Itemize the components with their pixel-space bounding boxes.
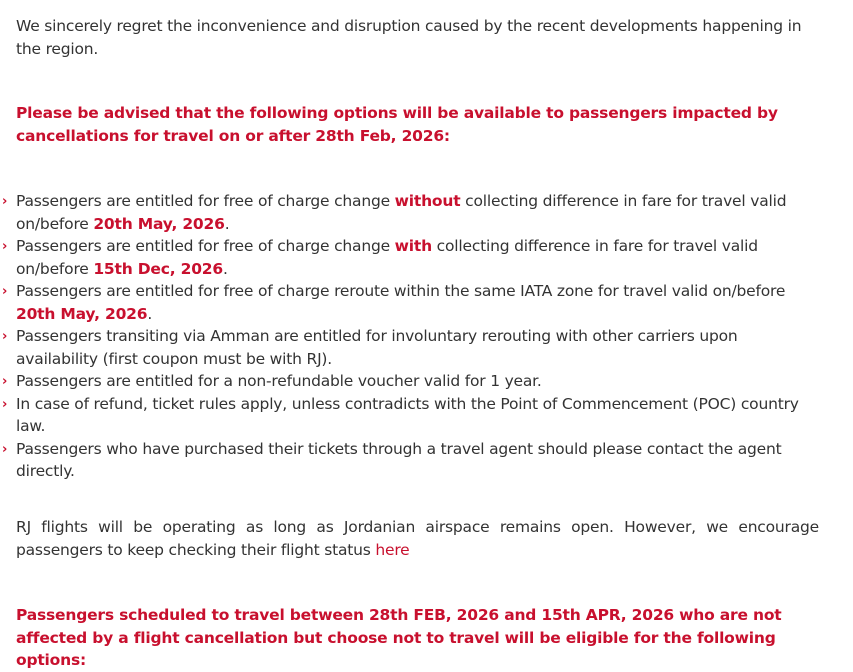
- option-refund: › In case of refund, ticket rules apply, unless contradicts with the Point of Commencement (POC) country law.: [16, 393, 822, 438]
- options-list: [16, 190, 822, 483]
- option-text: Passengers are entitled for free of charge reroute within the same IATA zone for travel valid on/before: [16, 282, 786, 300]
- option-voucher: › Passengers are entitled for a non-refundable voucher valid for 1 year.: [16, 370, 822, 393]
- schedule-notice-heading: Passengers scheduled to travel between 28th FEB, 2026 and 15th APR, 2026 who are not affected by a flight cancellation but choose not to travel will be eligible for the following options:: [16, 606, 782, 669]
- option-text: .: [147, 304, 153, 323]
- option-text: collecting difference in fare for travel valid on/before: [16, 192, 787, 233]
- option-date: 20th May, 2026: [16, 304, 148, 323]
- option-emphasis: with: [394, 237, 432, 255]
- option-date: 15th Dec, 2026: [93, 259, 223, 278]
- option-text: .: [222, 259, 228, 278]
- advisory-heading: Please be advised that the following options will be available to passengers impacted by cancellations for travel on or after 28th Feb, 2026:: [16, 104, 778, 145]
- option-emphasis: without: [394, 192, 461, 210]
- option-text: .: [224, 214, 230, 233]
- option-text: Passengers are entitled for free of charge change: [16, 237, 395, 255]
- operations-text: RJ flights will be operating as long as Jordanian airspace remains open. However, we encourage passengers to keep checking their flight status: [16, 518, 819, 559]
- intro-paragraph: We sincerely regret the inconvenience and disruption caused by the recent developments happening in the region.: [16, 17, 802, 58]
- option-text: Passengers are entitled for free of charge change: [16, 192, 395, 210]
- option-free-change-without-fare-difference: [16, 190, 822, 235]
- option-free-reroute: [16, 280, 822, 325]
- option-travel-agent: › Passengers who have purchased their tickets through a travel agent should please contact the agent directly.: [16, 438, 822, 483]
- flight-status-link[interactable]: here: [375, 540, 410, 559]
- option-text: collecting difference in fare for travel valid on/before: [16, 237, 758, 278]
- option-free-change-with-fare-difference: [16, 235, 822, 280]
- option-amman-transit: › Passengers transiting via Amman are entitled for involuntary rerouting with other carriers upon availability (first coupon must be with RJ).: [16, 325, 822, 370]
- option-date: 20th May, 2026: [93, 214, 225, 233]
- operations-paragraph: [16, 516, 819, 561]
